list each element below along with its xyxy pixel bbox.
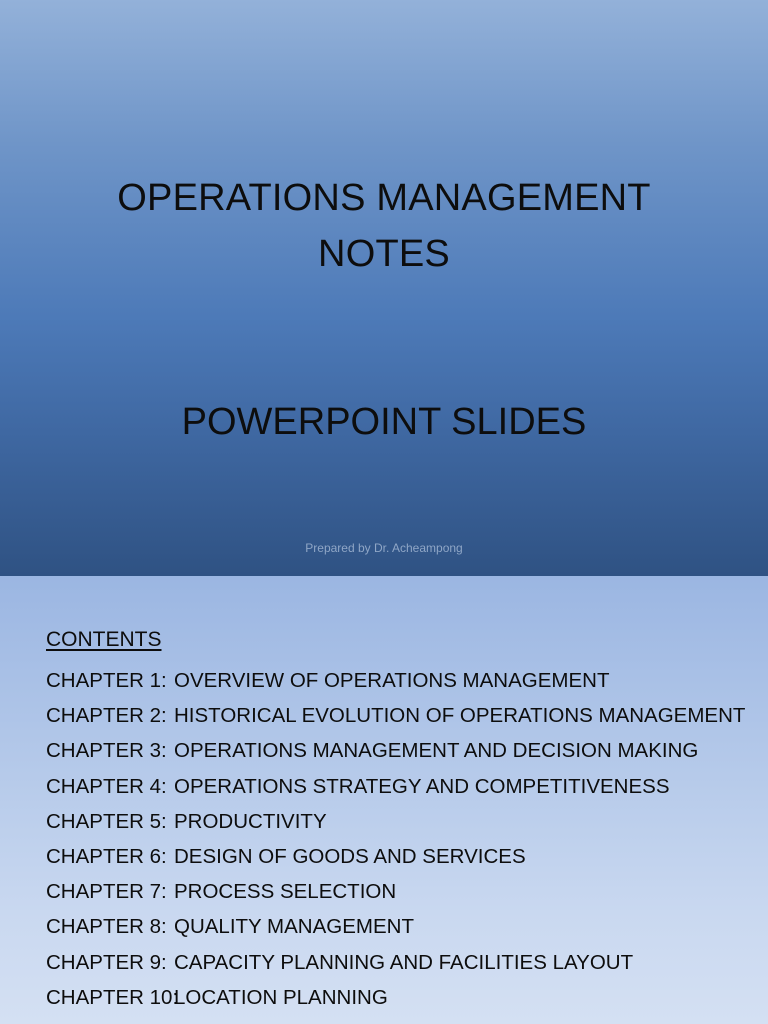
chapter-title: OPERATIONS STRATEGY AND COMPETITIVENESS: [174, 774, 670, 798]
chapter-number: CHAPTER 1:: [46, 669, 167, 692]
slide-footer: Prepared by Dr. Acheampong: [305, 541, 463, 555]
slide-title: [40, 170, 728, 282]
chapter-item: [46, 842, 745, 877]
chapter-item: [46, 772, 745, 807]
chapter-title: OVERVIEW OF OPERATIONS MANAGEMENT: [174, 669, 610, 692]
slide-title-line-2: NOTES: [318, 233, 450, 275]
chapter-number: CHAPTER 8:: [46, 915, 167, 939]
slide-title-line-1: OPERATIONS MANAGEMENT: [117, 177, 651, 219]
chapter-number: CHAPTER 4:: [46, 774, 167, 798]
chapter-number: CHAPTER 5:: [46, 809, 167, 833]
chapter-item: [46, 948, 745, 983]
chapter-item: [46, 701, 745, 736]
chapter-item: [46, 807, 745, 842]
chapter-title: HISTORICAL EVOLUTION OF OPERATIONS MANAGEMENT: [174, 704, 746, 728]
chapter-item: [46, 666, 745, 701]
chapter-number: CHAPTER 2:: [46, 704, 167, 728]
chapter-title: CAPACITY PLANNING AND FACILITIES LAYOUT: [174, 950, 634, 974]
chapter-item: [46, 877, 745, 912]
chapter-list: [46, 666, 745, 1018]
chapter-title: DESIGN OF GOODS AND SERVICES: [174, 844, 526, 868]
chapter-number: CHAPTER 10:: [46, 985, 179, 1009]
chapter-number: CHAPTER 7:: [46, 880, 167, 904]
chapter-number: CHAPTER 3:: [46, 739, 167, 763]
chapter-item: [46, 983, 745, 1018]
slide-subtitle: POWERPOINT SLIDES: [181, 401, 587, 443]
contents-heading: CONTENTS: [46, 628, 162, 651]
chapter-number: CHAPTER 6:: [46, 844, 167, 868]
chapter-title: QUALITY MANAGEMENT: [174, 915, 414, 939]
chapter-title: OPERATIONS MANAGEMENT AND DECISION MAKING: [174, 739, 699, 763]
contents-slide: [0, 576, 768, 1024]
chapter-number: CHAPTER 9:: [46, 950, 167, 974]
chapter-title: LOCATION PLANNING: [174, 985, 388, 1009]
chapter-item: [46, 912, 745, 947]
chapter-item: [46, 736, 745, 771]
chapter-title: PRODUCTIVITY: [174, 809, 327, 833]
chapter-title: PROCESS SELECTION: [174, 880, 397, 904]
